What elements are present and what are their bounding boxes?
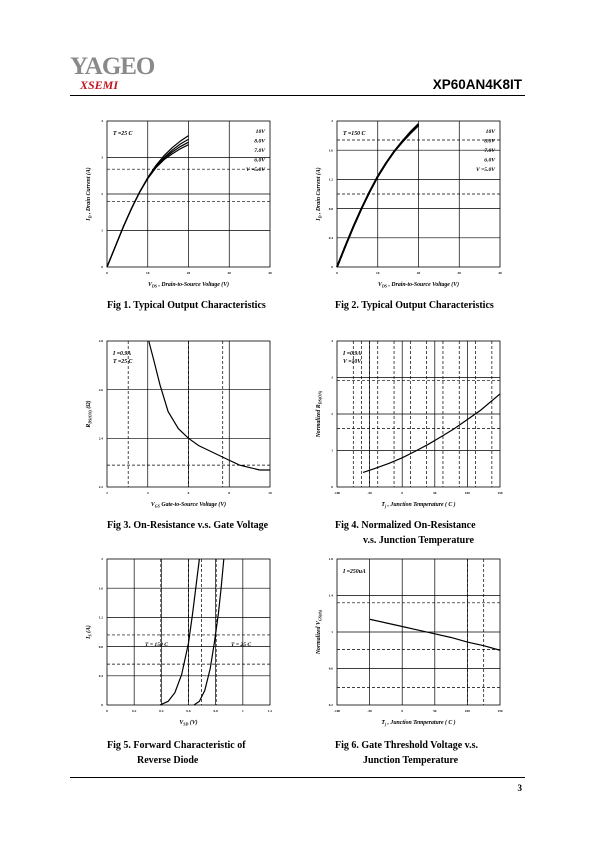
fig2-xtick: 0 (336, 271, 338, 275)
logo-subbrand: XSEMI (80, 78, 119, 92)
fig6-xtick: 50 (433, 709, 437, 713)
logo-wordmark: YAGEO (70, 53, 155, 80)
fig1-legend-entry: V =5.0V (246, 167, 265, 173)
fig6-xtick: 100 (464, 709, 470, 713)
fig6-xtick: -50 (367, 709, 372, 713)
fig4-xtick: 150 (497, 491, 503, 495)
fig2-ytick: 0.4 (328, 236, 333, 240)
fig2-condition: T =150 C (343, 131, 366, 137)
fig1-legend-entry: 7.0V (254, 148, 265, 154)
fig3-condition2: T =25 C (113, 359, 133, 365)
fig5-ytick: 0.8 (98, 644, 103, 649)
fig5-xtick: 1 (241, 709, 244, 713)
fig3-ytick: 2.4 (98, 436, 103, 441)
fig4-xtick: -50 (367, 491, 372, 495)
fig5-ytick: 1.6 (98, 586, 103, 591)
fig1-ytick: 3 (101, 155, 103, 160)
fig1-xtick: 20 (186, 271, 191, 275)
fig4-xtick: 100 (464, 491, 470, 495)
fig1-chart (85, 119, 272, 289)
fig2-xtick: 30 (457, 271, 461, 275)
fig4-xtick: -100 (333, 491, 341, 495)
fig2-ylabel: $I_D$ , Drain Current (A) (316, 167, 323, 221)
fig5-caption-line1: Fig 5. Forward Characteristic of (107, 740, 246, 751)
fig2-xtick: 10 (376, 271, 380, 275)
fig3-condition: I =0.9A (113, 351, 132, 357)
fig3-xtick: 6 (187, 491, 190, 495)
fig6-caption-line2: Junction Temperature (363, 755, 459, 766)
fig6-ytick: 0.2 (328, 703, 333, 708)
fig4-ytick: 3 (331, 375, 333, 380)
fig6-ytick: 1.4 (328, 593, 333, 598)
fig5-label-25c: T = 25 C (231, 642, 252, 648)
fig3-xtick: 10 (268, 491, 272, 495)
fig1-condition: T =25 C (113, 131, 133, 137)
fig6-ylabel: Normalized $V_{GS(th)}$ (316, 609, 323, 655)
fig4-chart (316, 339, 503, 509)
fig1-ylabel: $I_D$ , Drain Current (A) (86, 167, 93, 221)
fig4-xtick: 0 (401, 491, 404, 495)
fig5-series-line (194, 559, 224, 705)
fig4-condition2: V =10V (343, 359, 362, 365)
fig5-ylabel: $I_S$ (A) (86, 625, 93, 639)
fig5-series-line (160, 559, 199, 705)
fig5-xtick: 0.4 (159, 709, 164, 713)
fig6-ytick: 1 (331, 630, 333, 635)
fig2-legend-entry: 10V (485, 129, 495, 135)
fig1-ytick: 0 (101, 265, 103, 270)
fig6-xtick: -100 (333, 709, 341, 713)
fig6-caption-line1: Fig 6. Gate Threshold Voltage v.s. (335, 740, 478, 751)
fig5-xtick: 0.6 (186, 709, 191, 713)
fig6-chart (316, 557, 503, 727)
fig6-xlabel: $T_j$ , Junction Temperature ( C ) (381, 720, 456, 727)
fig5-caption-line2: Reverse Diode (137, 755, 199, 766)
fig1-xtick: 10 (146, 271, 150, 275)
fig3-chart (85, 339, 272, 509)
fig2-xtick: 40 (498, 271, 502, 275)
fig3-xtick: 2 (106, 491, 108, 495)
fig1-xlabel: $V_{DS}$ , Drain-to-Source Voltage (V) (147, 282, 230, 289)
fig1-xtick: 30 (227, 271, 231, 275)
fig4-xtick: 50 (433, 491, 437, 495)
fig6-xtick: 0 (401, 709, 404, 713)
fig5-chart (85, 557, 272, 727)
fig4-ytick: 1 (331, 448, 333, 453)
fig4-xlabel: $T_j$ , Junction Temperature ( C ) (381, 502, 456, 509)
fig5-xtick: 0 (106, 709, 108, 713)
fig4-caption-line2: v.s. Junction Temperature (363, 535, 474, 546)
fig4-condition: I =0.9A (343, 351, 362, 357)
fig2-ytick: 0 (331, 265, 333, 270)
fig1-legend-entry: 6.0V (254, 157, 265, 164)
fig2-legend-entry: 6.0V (484, 157, 495, 164)
fig2-ytick: 0.8 (328, 206, 333, 211)
fig2-legend-entry: 8.0V (484, 138, 495, 145)
fig3-ytick: 2.8 (98, 339, 103, 344)
footer-rule (70, 777, 525, 778)
fig4-ytick: 0 (331, 485, 333, 490)
page-number: 3 (517, 783, 522, 793)
fig2-legend-entry: V =5.0V (476, 167, 495, 173)
fig2-chart (315, 119, 502, 289)
fig1-xtick: 40 (268, 271, 272, 275)
fig3-xtick: 4 (146, 491, 149, 495)
fig3-xtick: 8 (228, 491, 231, 495)
fig6-condition: I =250uA (343, 569, 366, 575)
fig2-xlabel: $V_{DS}$ , Drain-to-Source Voltage (V) (377, 282, 460, 289)
fig6-xtick: 150 (497, 709, 503, 713)
fig1-xtick: 0 (106, 271, 108, 275)
fig3-ytick: 2.6 (98, 387, 103, 392)
fig2-xtick: 20 (416, 271, 421, 275)
fig3-series-line (149, 341, 270, 470)
fig1-caption: Fig 1. Typical Output Characteristics (107, 300, 266, 311)
fig3-xlabel: $V_{GS}$ Gate-to-Source Voltage (V) (150, 502, 227, 509)
fig4-ylabel: Normalized $R_{DS(ON)}$ (316, 390, 323, 438)
fig1-ytick: 4 (101, 119, 103, 124)
fig2-ytick: 2 (331, 119, 333, 124)
fig1-ytick: 2 (101, 192, 103, 197)
fig4-ytick: 4 (331, 339, 333, 344)
fig4-ytick: 2 (331, 412, 333, 417)
fig4-series-line (363, 394, 500, 472)
fig3-ytick: 2.2 (98, 485, 103, 490)
fig6-ytick: 0.6 (328, 666, 333, 671)
fig5-xlabel: $V_{SD}$ (V) (179, 720, 198, 727)
fig5-label-150c: T = 150 C (145, 642, 168, 648)
fig5-xtick: 0.2 (132, 709, 137, 713)
fig5-ytick: 2 (101, 557, 103, 562)
fig2-ytick: 1.2 (328, 177, 333, 182)
fig5-ytick: 0 (101, 703, 103, 708)
fig5-ytick: 1.2 (98, 615, 103, 620)
fig3-ylabel: $R_{DS(ON)}$ (Ω) (86, 400, 93, 428)
fig2-caption: Fig 2. Typical Output Characteristics (335, 300, 494, 311)
fig3-caption: Fig 3. On-Resistance v.s. Gate Voltage (107, 520, 269, 531)
fig6-ytick: 1.8 (328, 557, 333, 562)
fig1-ytick: 1 (101, 228, 103, 233)
fig5-xtick: 1.2 (267, 709, 273, 713)
fig5-xtick: 0.8 (213, 709, 218, 713)
fig1-legend-entry: 10V (255, 129, 265, 135)
fig2-legend-entry: 7.0V (484, 148, 495, 154)
fig1-legend-entry: 8.0V (254, 138, 265, 145)
fig2-ytick: 1.6 (328, 148, 333, 153)
fig4-caption-line1: Fig 4. Normalized On-Resistance (335, 520, 476, 531)
fig5-ytick: 0.4 (98, 674, 103, 678)
part-number: XP60AN4K8IT (432, 77, 522, 92)
